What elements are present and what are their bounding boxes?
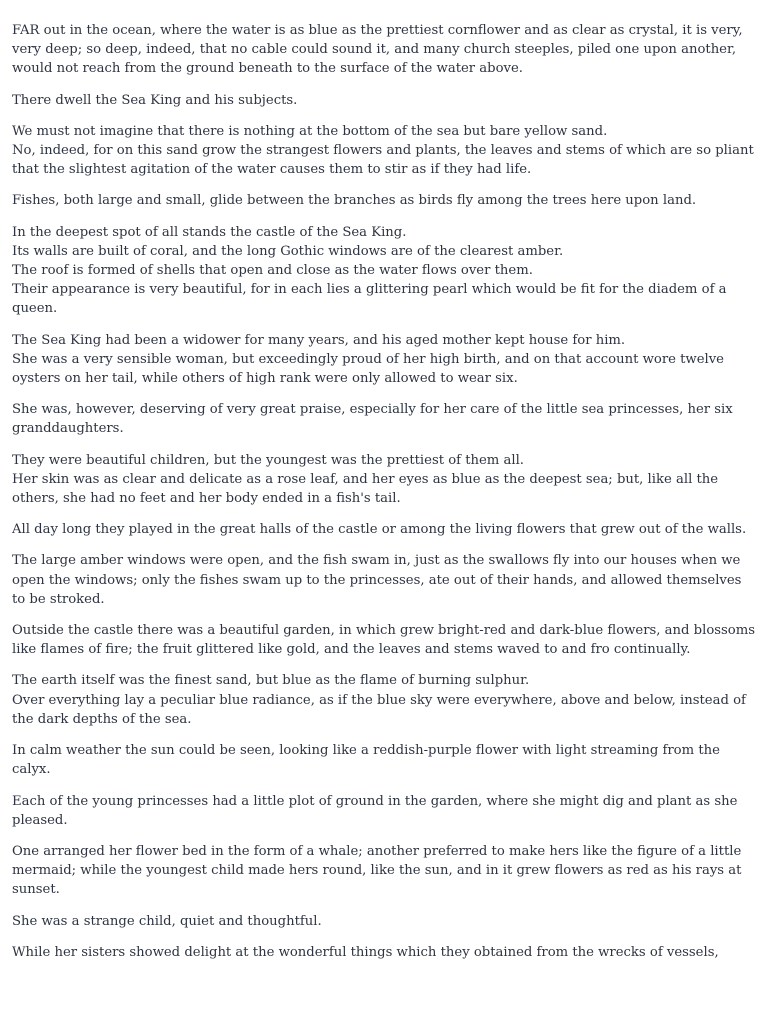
text-line: The earth itself was the finest sand, but blue as the flame of burning sulphur. [12,673,530,689]
text-line: She was, however, deserving of very great praise, especially for her care of the little sea princesses, her six granddaughters. [12,402,733,437]
text-line: They were beautiful children, but the youngest was the prettiest of them all. [12,452,524,468]
text-line: One arranged her flower bed in the form of a whale; another preferred to make hers like the figure of a little mermaid; while the youngest child made hers round, like the sun, and in it grew flowers as red as his rays at sunset. [12,843,742,898]
text-line: Over everything lay a peculiar blue radiance, as if the blue sky were everywhere, above and below, instead of the dark depths of the sea. [12,692,746,727]
paragraph [12,621,756,659]
text-line: Each of the young princesses had a little plot of ground in the garden, where she might dig and plant as she pleased. [12,793,738,828]
text-line: FAR out in the ocean, where the water is as blue as the prettiest cornflower and as clear as crystal, it is very, very deep; so deep, indeed, that no cable could sound it, and many church steeples, piled one upon another, would not reach from the ground beneath to the surface of the water above. [12,23,743,77]
paragraph [12,223,756,319]
text-line: No, indeed, for on this sand grow the strangest flowers and plants, the leaves and stems of which are so pliant that the slightest agitation of the water causes them to stir as if they had life. [12,143,754,178]
paragraph [12,451,756,509]
text-line: Outside the castle there was a beautiful garden, in which grew bright-red and dark-blue flowers, and blossoms like flames of fire; the fruit glittered like gold, and the leaves and stems waved to and fro continually. [12,623,756,658]
text-line: She was a very sensible woman, but exceedingly proud of her high birth, and on that account wore twelve oysters on her tail, while others of high rank were only allowed to wear six. [12,351,724,387]
paragraph [12,191,756,210]
paragraph [12,91,756,110]
paragraph [12,331,756,389]
paragraph [12,551,756,609]
text-line: Its walls are built of coral, and the long Gothic windows are of the clearest amber. [12,243,564,259]
paragraph [12,520,756,539]
paragraph [12,671,756,729]
paragraph [12,943,756,962]
text-line: The large amber windows were open, and the fish swam in, just as the swallows fly into our houses when we open the windows; only the fishes swam up to the princesses, ate out of their hands, and allowed themselves to be stroked. [12,553,742,607]
text-line: Fishes, both large and small, glide between the branches as birds fly among the trees here upon land. [12,193,697,209]
text-line: In calm weather the sun could be seen, looking like a reddish-purple flower with light streaming from the calyx. [12,743,720,778]
paragraph [12,21,756,79]
text-line: The roof is formed of shells that open and close as the water flows over them. [12,263,533,279]
document-body [12,21,756,974]
text-line: All day long they played in the great halls of the castle or among the living flowers that grew out of the walls. [12,522,747,538]
paragraph [12,122,756,180]
text-line: We must not imagine that there is nothing at the bottom of the sea but bare yellow sand. [12,123,608,139]
text-line: She was a strange child, quiet and thoughtful. [12,913,322,929]
text-line: There dwell the Sea King and his subjects. [12,92,298,108]
paragraph [12,912,756,931]
text-line: In the deepest spot of all stands the castle of the Sea King. [12,224,407,240]
text-line: Their appearance is very beautiful, for in each lies a glittering pearl which would be fit for the diadem of a queen. [12,282,727,317]
paragraph [12,792,756,830]
text-line: Her skin was as clear and delicate as a rose leaf, and her eyes as blue as the deepest sea; but, like all the others, she had no feet and her body ended in a fish's tail. [12,471,719,507]
paragraph [12,842,756,900]
paragraph [12,400,756,438]
text-line: The Sea King had been a widower for many years, and his aged mother kept house for him. [12,332,626,348]
paragraph [12,741,756,779]
text-line: While her sisters showed delight at the wonderful things which they obtained from the wrecks of vessels, [12,944,719,960]
